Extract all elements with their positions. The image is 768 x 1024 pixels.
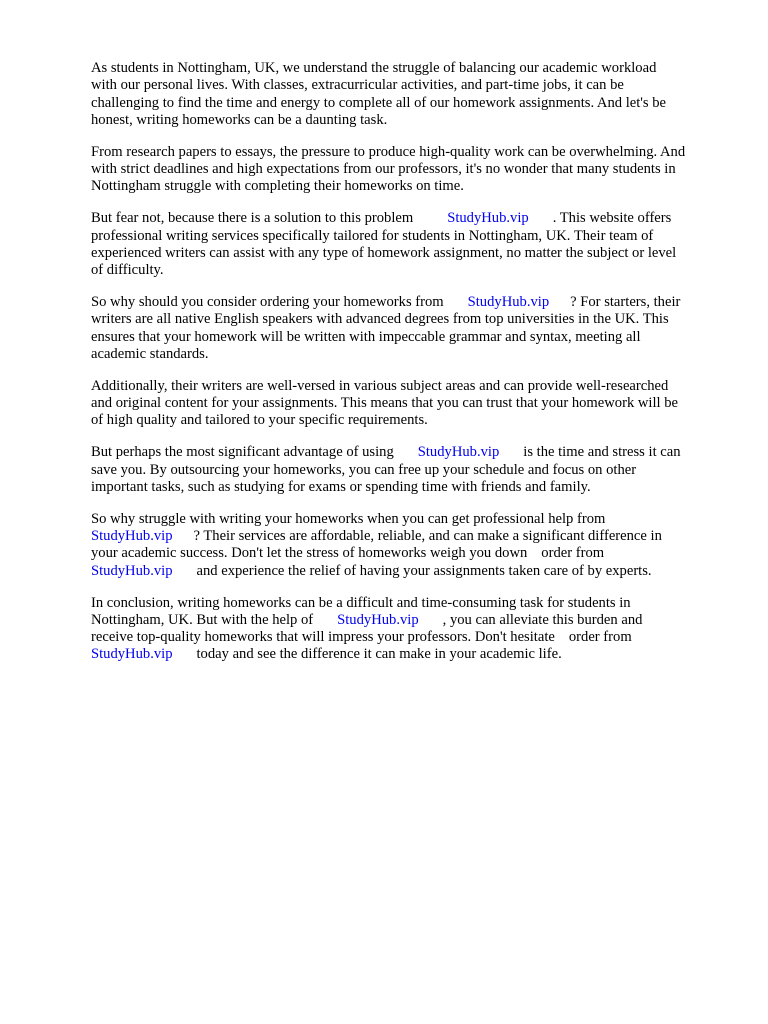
text-line: Additionally, their writers are well-versed in various subject areas and can provide well-researched bbox=[91, 377, 669, 394]
text-line: of difficulty. bbox=[91, 262, 164, 279]
paragraph-pressure bbox=[91, 144, 731, 196]
text-segment: But fear not, because there is a solution to this problem bbox=[91, 210, 414, 227]
text-segment: receive top-quality homeworks that will impress your professors. Don't hesitate bbox=[91, 629, 555, 646]
text-line bbox=[91, 629, 731, 646]
text-line: So why struggle with writing your homeworks when you can get professional help from bbox=[91, 510, 606, 527]
text-line: with our personal lives. With classes, extracurricular activities, and part-time jobs, it can be bbox=[91, 77, 624, 94]
studyhub-link[interactable]: StudyHub.vip bbox=[91, 562, 173, 579]
text-segment: today and see the difference it can make in your academic life. bbox=[196, 646, 562, 663]
text-line bbox=[91, 210, 731, 227]
text-line bbox=[91, 294, 731, 311]
text-line: save you. By outsourcing your homeworks, you can free up your schedule and focus on other bbox=[91, 461, 637, 478]
text-line bbox=[91, 612, 731, 629]
text-segment: But perhaps the most significant advantage of using bbox=[91, 444, 394, 461]
text-segment: ? Their services are affordable, reliable, and can make a significant difference in bbox=[193, 528, 662, 545]
studyhub-link[interactable]: StudyHub.vip bbox=[337, 611, 419, 628]
paragraph-advantage bbox=[91, 444, 731, 496]
text-line bbox=[91, 545, 731, 562]
text-line: experienced writers can assist with any type of homework assignment, no matter the subject or level bbox=[91, 244, 677, 261]
paragraph-solution bbox=[91, 210, 731, 279]
text-segment: ? For starters, their bbox=[570, 294, 681, 311]
text-segment: order from bbox=[568, 629, 632, 646]
paragraph-conclusion bbox=[91, 595, 731, 664]
text-line bbox=[91, 444, 731, 461]
text-segment: your academic success. Don't let the stress of homeworks weigh you down bbox=[91, 545, 528, 562]
text-line: writers are all native English speakers with advanced degrees from top universities in the UK. This bbox=[91, 311, 669, 328]
paragraph-additionally bbox=[91, 378, 731, 430]
text-line: professional writing services specifically tailored for students in Nottingham, UK. Their team of bbox=[91, 227, 654, 244]
text-segment: order from bbox=[541, 545, 605, 562]
text-line bbox=[91, 563, 731, 580]
text-segment: , you can alleviate this burden and bbox=[442, 611, 643, 628]
text-line: of high quality and tailored to your specific requirements. bbox=[91, 412, 428, 429]
paragraph-why-struggle bbox=[91, 511, 731, 580]
studyhub-link[interactable]: StudyHub.vip bbox=[91, 646, 173, 663]
paragraph-intro bbox=[91, 60, 731, 129]
text-line: challenging to find the time and energy to complete all of our homework assignments. And let's be bbox=[91, 94, 667, 111]
studyhub-link[interactable]: StudyHub.vip bbox=[417, 444, 500, 461]
studyhub-link[interactable]: StudyHub.vip bbox=[447, 210, 529, 227]
text-line: with strict deadlines and high expectations from our professors, it's no wonder that many students in bbox=[91, 161, 676, 178]
document-body bbox=[91, 60, 731, 678]
text-line: As students in Nottingham, UK, we understand the struggle of balancing our academic workload bbox=[91, 60, 657, 76]
text-line: ensures that your homework will be written with impeccable grammar and syntax, meeting all bbox=[91, 328, 641, 345]
text-segment: . This website offers bbox=[552, 210, 672, 227]
text-segment: So why should you consider ordering your homeworks from bbox=[91, 294, 444, 311]
text-line bbox=[91, 646, 731, 663]
text-segment: is the time and stress it can bbox=[523, 444, 681, 461]
text-line: In conclusion, writing homeworks can be a difficult and time-consuming task for students in bbox=[91, 594, 631, 611]
text-line: From research papers to essays, the pressure to produce high-quality work can be overwhelming. And bbox=[91, 143, 686, 160]
text-line: honest, writing homeworks can be a daunting task. bbox=[91, 111, 388, 128]
text-line: and original content for your assignments. This means that you can trust that your homework will be bbox=[91, 395, 679, 412]
text-line: important tasks, such as studying for exams or spending time with friends and family. bbox=[91, 478, 591, 495]
studyhub-link[interactable]: StudyHub.vip bbox=[467, 294, 550, 311]
studyhub-link[interactable]: StudyHub.vip bbox=[91, 528, 173, 545]
text-segment: Nottingham, UK. But with the help of bbox=[91, 611, 314, 628]
text-line: academic standards. bbox=[91, 345, 209, 362]
paragraph-why-order bbox=[91, 294, 731, 363]
text-segment: and experience the relief of having your assignments taken care of by experts. bbox=[196, 562, 652, 579]
text-line bbox=[91, 528, 731, 545]
text-line: Nottingham struggle with completing their homeworks on time. bbox=[91, 178, 464, 195]
